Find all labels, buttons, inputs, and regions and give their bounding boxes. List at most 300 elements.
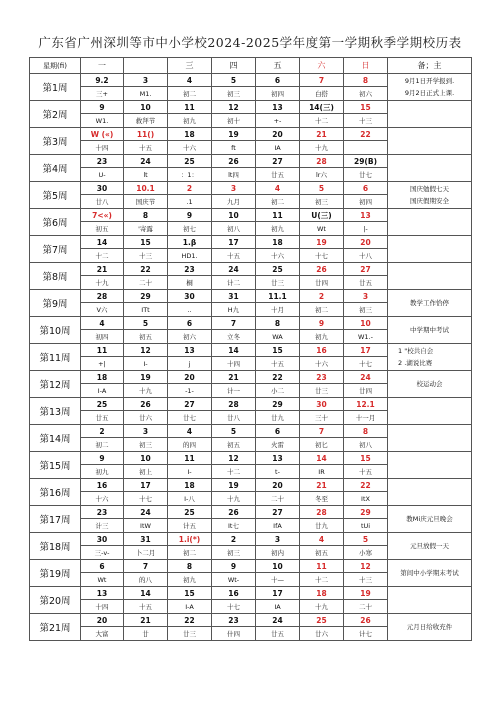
lunar-date-cell: -1- bbox=[168, 384, 212, 398]
lunar-date-cell: It七 bbox=[212, 519, 256, 533]
lunar-date-cell: 大富 bbox=[81, 627, 124, 641]
date-cell: 29 bbox=[124, 290, 168, 303]
lunar-date-cell: ItW bbox=[124, 519, 168, 533]
date-cell: 6 bbox=[256, 425, 300, 438]
lunar-date-cell: 廿六 bbox=[124, 411, 168, 425]
lunar-date-cell: .1 bbox=[168, 195, 212, 209]
lunar-date-cell: IR bbox=[300, 465, 344, 479]
date-cell: 8 bbox=[344, 74, 388, 87]
date-cell: 10.1 bbox=[124, 182, 168, 195]
lunar-date-cell: 初六 bbox=[344, 87, 388, 101]
lunar-date-cell: 初二 bbox=[300, 303, 344, 317]
lunar-date-cell: 救拜节 bbox=[124, 114, 168, 128]
lunar-date-cell: 十五 bbox=[344, 465, 388, 479]
lunar-date-cell: 十三 bbox=[344, 114, 388, 128]
date-cell: 12 bbox=[124, 344, 168, 357]
week-note bbox=[388, 398, 472, 425]
date-cell: 3 bbox=[124, 425, 168, 438]
note-line: 元月日给收充件 bbox=[406, 622, 453, 631]
lunar-date-cell: 的八 bbox=[124, 573, 168, 587]
date-cell: 29(B) bbox=[344, 155, 388, 168]
note-line: 校运动会 bbox=[416, 379, 443, 388]
lunar-date-cell: 十四 bbox=[81, 600, 124, 614]
week-row bbox=[30, 371, 472, 384]
week-label: 第12周 bbox=[30, 371, 81, 398]
lunar-date-cell: 十六 bbox=[300, 357, 344, 371]
lunar-date-cell: ItX bbox=[344, 492, 388, 506]
week-note bbox=[388, 371, 472, 398]
week-row bbox=[30, 587, 472, 600]
lunar-date-cell: 十五 bbox=[212, 249, 256, 263]
week-label: 第2周 bbox=[30, 101, 81, 128]
lunar-date-cell: 初九 bbox=[81, 465, 124, 479]
note-line: 9月1日开学报到. bbox=[404, 76, 455, 85]
week-label: 第5周 bbox=[30, 182, 81, 209]
week-label: 第4周 bbox=[30, 155, 81, 182]
date-cell: 5 bbox=[212, 425, 256, 438]
date-cell: 15 bbox=[344, 101, 388, 114]
week-label: 第19周 bbox=[30, 560, 81, 587]
lunar-date-cell: 廿七 bbox=[168, 411, 212, 425]
lunar-date-cell: j bbox=[168, 357, 212, 371]
page-title: 广东省广州深圳等市中小学校2024-2025学年度第一学期秋季学期校历表 bbox=[38, 35, 462, 50]
date-cell: 16 bbox=[212, 587, 256, 600]
date-cell: 2 bbox=[300, 290, 344, 303]
week-column-header: 星期(fi) bbox=[30, 58, 81, 74]
date-cell: 25 bbox=[300, 614, 344, 627]
lunar-date-cell: 三十 bbox=[300, 411, 344, 425]
lunar-date-cell: W1.- bbox=[344, 330, 388, 344]
date-cell: 20 bbox=[256, 479, 300, 492]
lunar-date-cell: 国庆节 bbox=[124, 195, 168, 209]
lunar-date-cell: 初三 bbox=[344, 303, 388, 317]
date-cell: 11.1 bbox=[256, 290, 300, 303]
week-note bbox=[388, 182, 472, 209]
note-line: 第间中小学期末考试 bbox=[400, 568, 459, 577]
note-line: 9月2日正式上课. bbox=[404, 89, 455, 97]
date-cell: 22 bbox=[344, 479, 388, 492]
date-cell: 18 bbox=[168, 479, 212, 492]
date-cell: 15 bbox=[124, 236, 168, 249]
lunar-date-cell: I-A bbox=[168, 600, 212, 614]
lunar-date-cell: HD1. bbox=[168, 249, 212, 263]
lunar-date-cell: IA bbox=[256, 600, 300, 614]
date-cell: 18 bbox=[300, 587, 344, 600]
lunar-date-cell: 二十 bbox=[124, 276, 168, 290]
lunar-date-cell: U- bbox=[81, 168, 124, 182]
date-cell: 25 bbox=[256, 263, 300, 276]
date-cell: 20 bbox=[168, 371, 212, 384]
date-cell: 18 bbox=[256, 236, 300, 249]
date-cell: 26 bbox=[212, 155, 256, 168]
week-label: 第21周 bbox=[30, 614, 81, 641]
week-note bbox=[388, 209, 472, 236]
week-note bbox=[388, 128, 472, 155]
lunar-date-cell: 廿七 bbox=[344, 168, 388, 182]
lunar-date-cell: 初九 bbox=[300, 330, 344, 344]
week-note bbox=[388, 290, 472, 317]
week-label: 第15周 bbox=[30, 452, 81, 479]
date-cell: 22 bbox=[124, 263, 168, 276]
date-cell: 15 bbox=[256, 344, 300, 357]
week-label: 第17周 bbox=[30, 506, 81, 533]
date-cell: 30 bbox=[81, 182, 124, 195]
week-label: 第3周 bbox=[30, 128, 81, 155]
lunar-date-cell: 初四 bbox=[344, 195, 388, 209]
lunar-date-cell: 十三 bbox=[344, 573, 388, 587]
week-note bbox=[388, 506, 472, 533]
lunar-date-cell: I-A bbox=[81, 384, 124, 398]
date-cell: 11 bbox=[168, 452, 212, 465]
date-cell: 15 bbox=[168, 587, 212, 600]
date-cell: 7 bbox=[212, 317, 256, 330]
date-cell: 14(三) bbox=[300, 101, 344, 114]
lunar-date-cell: 卜二月 bbox=[124, 546, 168, 560]
lunar-date-cell: 小寒 bbox=[344, 546, 388, 560]
date-cell: 11 bbox=[256, 209, 300, 222]
week-note bbox=[388, 560, 472, 587]
week-note bbox=[388, 479, 472, 506]
lunar-date-cell: H九 bbox=[212, 303, 256, 317]
lunar-date-cell: 初上 bbox=[124, 465, 168, 479]
date-cell: 6 bbox=[344, 182, 388, 195]
lunar-date-cell: 十六 bbox=[256, 249, 300, 263]
date-cell: 28 bbox=[212, 398, 256, 411]
lunar-date-cell: I- bbox=[124, 357, 168, 371]
date-cell: 16 bbox=[300, 344, 344, 357]
week-label: 第14周 bbox=[30, 425, 81, 452]
date-cell: 7<«) bbox=[81, 209, 124, 222]
lunar-date-cell: 十七 bbox=[124, 492, 168, 506]
lunar-date-cell: ft bbox=[212, 141, 256, 155]
date-cell: 23 bbox=[212, 614, 256, 627]
lunar-date-cell: 初二 bbox=[168, 87, 212, 101]
day-header-sun: 日 bbox=[344, 58, 388, 74]
day-header-fri: 五 bbox=[256, 58, 300, 74]
week-note bbox=[388, 317, 472, 344]
lunar-date-cell: 火雷 bbox=[256, 438, 300, 452]
day-header-tue bbox=[124, 58, 168, 74]
lunar-date-cell: 廿三 bbox=[256, 276, 300, 290]
date-cell: 4 bbox=[256, 182, 300, 195]
date-cell: 28 bbox=[81, 290, 124, 303]
week-note bbox=[388, 263, 472, 290]
lunar-date-cell: 计二 bbox=[212, 276, 256, 290]
lunar-date-cell: 三-v- bbox=[81, 546, 124, 560]
lunar-date-cell: 初八 bbox=[212, 222, 256, 236]
week-row bbox=[30, 74, 472, 87]
week-row bbox=[30, 209, 472, 222]
week-row bbox=[30, 155, 472, 168]
lunar-date-cell: 十九 bbox=[212, 492, 256, 506]
date-cell: 14 bbox=[300, 452, 344, 465]
date-cell: 6 bbox=[81, 560, 124, 573]
date-cell: 15 bbox=[344, 452, 388, 465]
day-header-sat: 六 bbox=[300, 58, 344, 74]
date-cell: 30 bbox=[300, 398, 344, 411]
lunar-date-cell: IA bbox=[256, 141, 300, 155]
date-cell: 20 bbox=[344, 236, 388, 249]
lunar-date-cell: I-八 bbox=[168, 492, 212, 506]
notes-column-header: 备；主 bbox=[388, 58, 472, 74]
date-cell: 20 bbox=[81, 614, 124, 627]
date-cell: 27 bbox=[168, 398, 212, 411]
date-cell: 2 bbox=[81, 425, 124, 438]
week-row bbox=[30, 263, 472, 276]
date-cell: 7 bbox=[300, 425, 344, 438]
date-cell: 14 bbox=[212, 344, 256, 357]
lunar-date-cell: 初三 bbox=[212, 87, 256, 101]
lunar-date-cell: 二十 bbox=[344, 600, 388, 614]
lunar-date-cell: WA bbox=[256, 330, 300, 344]
week-label: 第7周 bbox=[30, 236, 81, 263]
week-row bbox=[30, 101, 472, 114]
lunar-date-cell: t- bbox=[256, 465, 300, 479]
lunar-date-cell: 初内 bbox=[256, 546, 300, 560]
lunar-date-cell: 十二 bbox=[212, 465, 256, 479]
week-label: 第9周 bbox=[30, 290, 81, 317]
date-cell: 23 bbox=[168, 263, 212, 276]
lunar-date-cell: 廿八 bbox=[81, 195, 124, 209]
lunar-date-cell: 十九 bbox=[81, 276, 124, 290]
lunar-date-cell: 十一月 bbox=[344, 411, 388, 425]
date-cell: 23 bbox=[300, 371, 344, 384]
lunar-date-cell: 二十 bbox=[256, 492, 300, 506]
week-note bbox=[388, 74, 472, 101]
lunar-date-cell: lt bbox=[124, 168, 168, 182]
lunar-date-cell: 十二 bbox=[81, 249, 124, 263]
lunar-date-cell: 廿五 bbox=[256, 168, 300, 182]
lunar-date-cell: '寄露 bbox=[124, 222, 168, 236]
date-cell: 29 bbox=[256, 398, 300, 411]
date-cell: 2 bbox=[168, 182, 212, 195]
date-cell: 3 bbox=[212, 182, 256, 195]
lunar-date-cell: 初二 bbox=[81, 438, 124, 452]
date-cell: 4 bbox=[81, 317, 124, 330]
lunar-date-cell: 初十 bbox=[212, 114, 256, 128]
lunar-date-cell: ：1： bbox=[168, 168, 212, 182]
lunar-date-cell: +| bbox=[81, 357, 124, 371]
week-row bbox=[30, 425, 472, 438]
week-label: 第16周 bbox=[30, 479, 81, 506]
date-cell: 1.β bbox=[168, 236, 212, 249]
lunar-date-cell: 十五 bbox=[256, 357, 300, 371]
date-cell: 26 bbox=[124, 398, 168, 411]
date-cell: 11 bbox=[81, 344, 124, 357]
day-header-wed: 三 bbox=[168, 58, 212, 74]
date-cell: 27 bbox=[344, 263, 388, 276]
date-cell: 8 bbox=[256, 317, 300, 330]
date-cell: 12.1 bbox=[344, 398, 388, 411]
week-note bbox=[388, 425, 472, 452]
date-cell: 5 bbox=[124, 317, 168, 330]
lunar-date-cell: 初六 bbox=[168, 330, 212, 344]
lunar-date-cell: W1. bbox=[81, 114, 124, 128]
date-cell: 3 bbox=[124, 74, 168, 87]
date-cell: 13 bbox=[256, 452, 300, 465]
lunar-date-cell: 冬至 bbox=[300, 492, 344, 506]
lunar-date-cell: 廿三 bbox=[168, 627, 212, 641]
lunar-date-cell: 初九 bbox=[256, 222, 300, 236]
week-row bbox=[30, 560, 472, 573]
week-row bbox=[30, 182, 472, 195]
lunar-date-cell: 廿八 bbox=[212, 411, 256, 425]
note-line: 教Mi庆元旦晚会 bbox=[406, 514, 453, 523]
lunar-date-cell: tUi bbox=[344, 519, 388, 533]
date-cell: 19 bbox=[212, 128, 256, 141]
lunar-date-cell: 十五 bbox=[124, 600, 168, 614]
date-cell: 28 bbox=[300, 506, 344, 519]
date-cell: 17 bbox=[256, 587, 300, 600]
week-note bbox=[388, 452, 472, 479]
week-label: 第13周 bbox=[30, 398, 81, 425]
lunar-date-cell: 十月 bbox=[256, 303, 300, 317]
date-cell: 6 bbox=[256, 74, 300, 87]
date-cell: 9 bbox=[81, 452, 124, 465]
date-cell: 20 bbox=[256, 128, 300, 141]
lunar-date-cell: 三+ bbox=[81, 87, 124, 101]
note-line: 国庆假期安全 bbox=[410, 197, 449, 205]
date-cell: 19 bbox=[212, 479, 256, 492]
lunar-date-cell: 十七 bbox=[212, 600, 256, 614]
lunar-date-cell: 十四 bbox=[212, 357, 256, 371]
lunar-date-cell: 廿六 bbox=[300, 627, 344, 641]
date-cell: 10 bbox=[124, 452, 168, 465]
lunar-date-cell: 初五 bbox=[81, 222, 124, 236]
lunar-date-cell: .. bbox=[168, 303, 212, 317]
lunar-date-cell: 的四 bbox=[168, 438, 212, 452]
lunar-date-cell: 十六 bbox=[168, 141, 212, 155]
date-cell: 2 bbox=[212, 533, 256, 546]
date-cell: 6 bbox=[168, 317, 212, 330]
note-line: 1 "校共自会 bbox=[398, 346, 434, 355]
date-cell: 21 bbox=[81, 263, 124, 276]
date-cell: 30 bbox=[81, 533, 124, 546]
lunar-date-cell: 十九 bbox=[300, 600, 344, 614]
lunar-date-cell: 廿四 bbox=[300, 276, 344, 290]
date-cell: 5 bbox=[344, 533, 388, 546]
date-cell: 8 bbox=[124, 209, 168, 222]
lunar-date-cell: Wt bbox=[300, 222, 344, 236]
day-header-thu: 四 bbox=[212, 58, 256, 74]
date-cell: 17 bbox=[212, 236, 256, 249]
note-line: 中学期中考试 bbox=[410, 325, 449, 334]
date-cell: 18 bbox=[81, 371, 124, 384]
date-cell: 4 bbox=[168, 425, 212, 438]
lunar-date-cell: 廿五 bbox=[256, 627, 300, 641]
date-cell: 4 bbox=[168, 74, 212, 87]
week-row bbox=[30, 506, 472, 519]
date-cell: 21 bbox=[300, 479, 344, 492]
week-note bbox=[388, 236, 472, 263]
note-line: 2 .湖说比赛 bbox=[398, 359, 433, 367]
lunar-date-cell: 小二 bbox=[256, 384, 300, 398]
date-cell: 9 bbox=[212, 560, 256, 573]
week-note bbox=[388, 587, 472, 614]
date-cell: 23 bbox=[81, 506, 124, 519]
week-row bbox=[30, 344, 472, 357]
lunar-date-cell: 初三 bbox=[124, 438, 168, 452]
lunar-date-cell: 初九 bbox=[168, 573, 212, 587]
lunar-date-cell: 十— bbox=[256, 573, 300, 587]
lunar-date-cell: 廿九 bbox=[300, 519, 344, 533]
date-cell: 12 bbox=[344, 560, 388, 573]
date-cell: 22 bbox=[256, 371, 300, 384]
date-cell: 29 bbox=[344, 506, 388, 519]
date-cell: 14 bbox=[124, 587, 168, 600]
lunar-date-cell: 初八 bbox=[344, 438, 388, 452]
date-cell: 28 bbox=[300, 155, 344, 168]
date-cell: 13 bbox=[344, 209, 388, 222]
date-cell: 24 bbox=[344, 371, 388, 384]
lunar-date-cell: 廿九 bbox=[256, 411, 300, 425]
lunar-date-cell: 廿五 bbox=[344, 276, 388, 290]
week-label: 第6周 bbox=[30, 209, 81, 236]
date-cell: 8 bbox=[344, 425, 388, 438]
week-label: 第1周 bbox=[30, 74, 81, 101]
date-cell: 4 bbox=[300, 533, 344, 546]
lunar-date-cell: 十五 bbox=[124, 141, 168, 155]
week-note bbox=[388, 101, 472, 128]
date-cell: W («) bbox=[81, 128, 124, 141]
note-line: 国庆勉假七天 bbox=[410, 184, 449, 193]
week-row bbox=[30, 317, 472, 330]
date-cell: 19 bbox=[300, 236, 344, 249]
week-row bbox=[30, 614, 472, 627]
lunar-date-cell: +- bbox=[256, 114, 300, 128]
date-cell: 10 bbox=[256, 560, 300, 573]
lunar-date-cell: 初五 bbox=[212, 438, 256, 452]
lunar-date-cell: 十六 bbox=[81, 492, 124, 506]
date-cell: 9 bbox=[300, 317, 344, 330]
week-row bbox=[30, 533, 472, 546]
lunar-date-cell: 初九 bbox=[168, 114, 212, 128]
week-row bbox=[30, 290, 472, 303]
date-cell: 26 bbox=[300, 263, 344, 276]
lunar-date-cell: IfA bbox=[256, 519, 300, 533]
date-cell: 21 bbox=[124, 614, 168, 627]
school-calendar-table bbox=[29, 57, 472, 641]
date-cell: 12 bbox=[212, 452, 256, 465]
week-row bbox=[30, 452, 472, 465]
lunar-date-cell: 什四 bbox=[212, 627, 256, 641]
week-label: 第8周 bbox=[30, 263, 81, 290]
week-row bbox=[30, 479, 472, 492]
lunar-date-cell: 十二 bbox=[300, 114, 344, 128]
date-cell: 12 bbox=[212, 101, 256, 114]
date-cell: 23 bbox=[81, 155, 124, 168]
lunar-date-cell: lt四 bbox=[212, 168, 256, 182]
lunar-date-cell: 初二 bbox=[256, 195, 300, 209]
date-cell: 22 bbox=[344, 128, 388, 141]
date-cell: 3 bbox=[256, 533, 300, 546]
date-cell: 24 bbox=[124, 506, 168, 519]
lunar-date-cell: 计五 bbox=[168, 519, 212, 533]
date-cell: 13 bbox=[168, 344, 212, 357]
week-note bbox=[388, 344, 472, 371]
date-cell: 31 bbox=[124, 533, 168, 546]
lunar-date-cell: 廿 bbox=[124, 627, 168, 641]
header-row bbox=[30, 58, 472, 74]
lunar-date-cell: Wt bbox=[81, 573, 124, 587]
lunar-date-cell: 计一 bbox=[212, 384, 256, 398]
week-label: 第11周 bbox=[30, 344, 81, 371]
date-cell: 9 bbox=[81, 101, 124, 114]
date-cell: 3 bbox=[344, 290, 388, 303]
lunar-date-cell: 十九 bbox=[124, 384, 168, 398]
lunar-date-cell: |- bbox=[344, 222, 388, 236]
lunar-date-cell: 初五 bbox=[300, 546, 344, 560]
